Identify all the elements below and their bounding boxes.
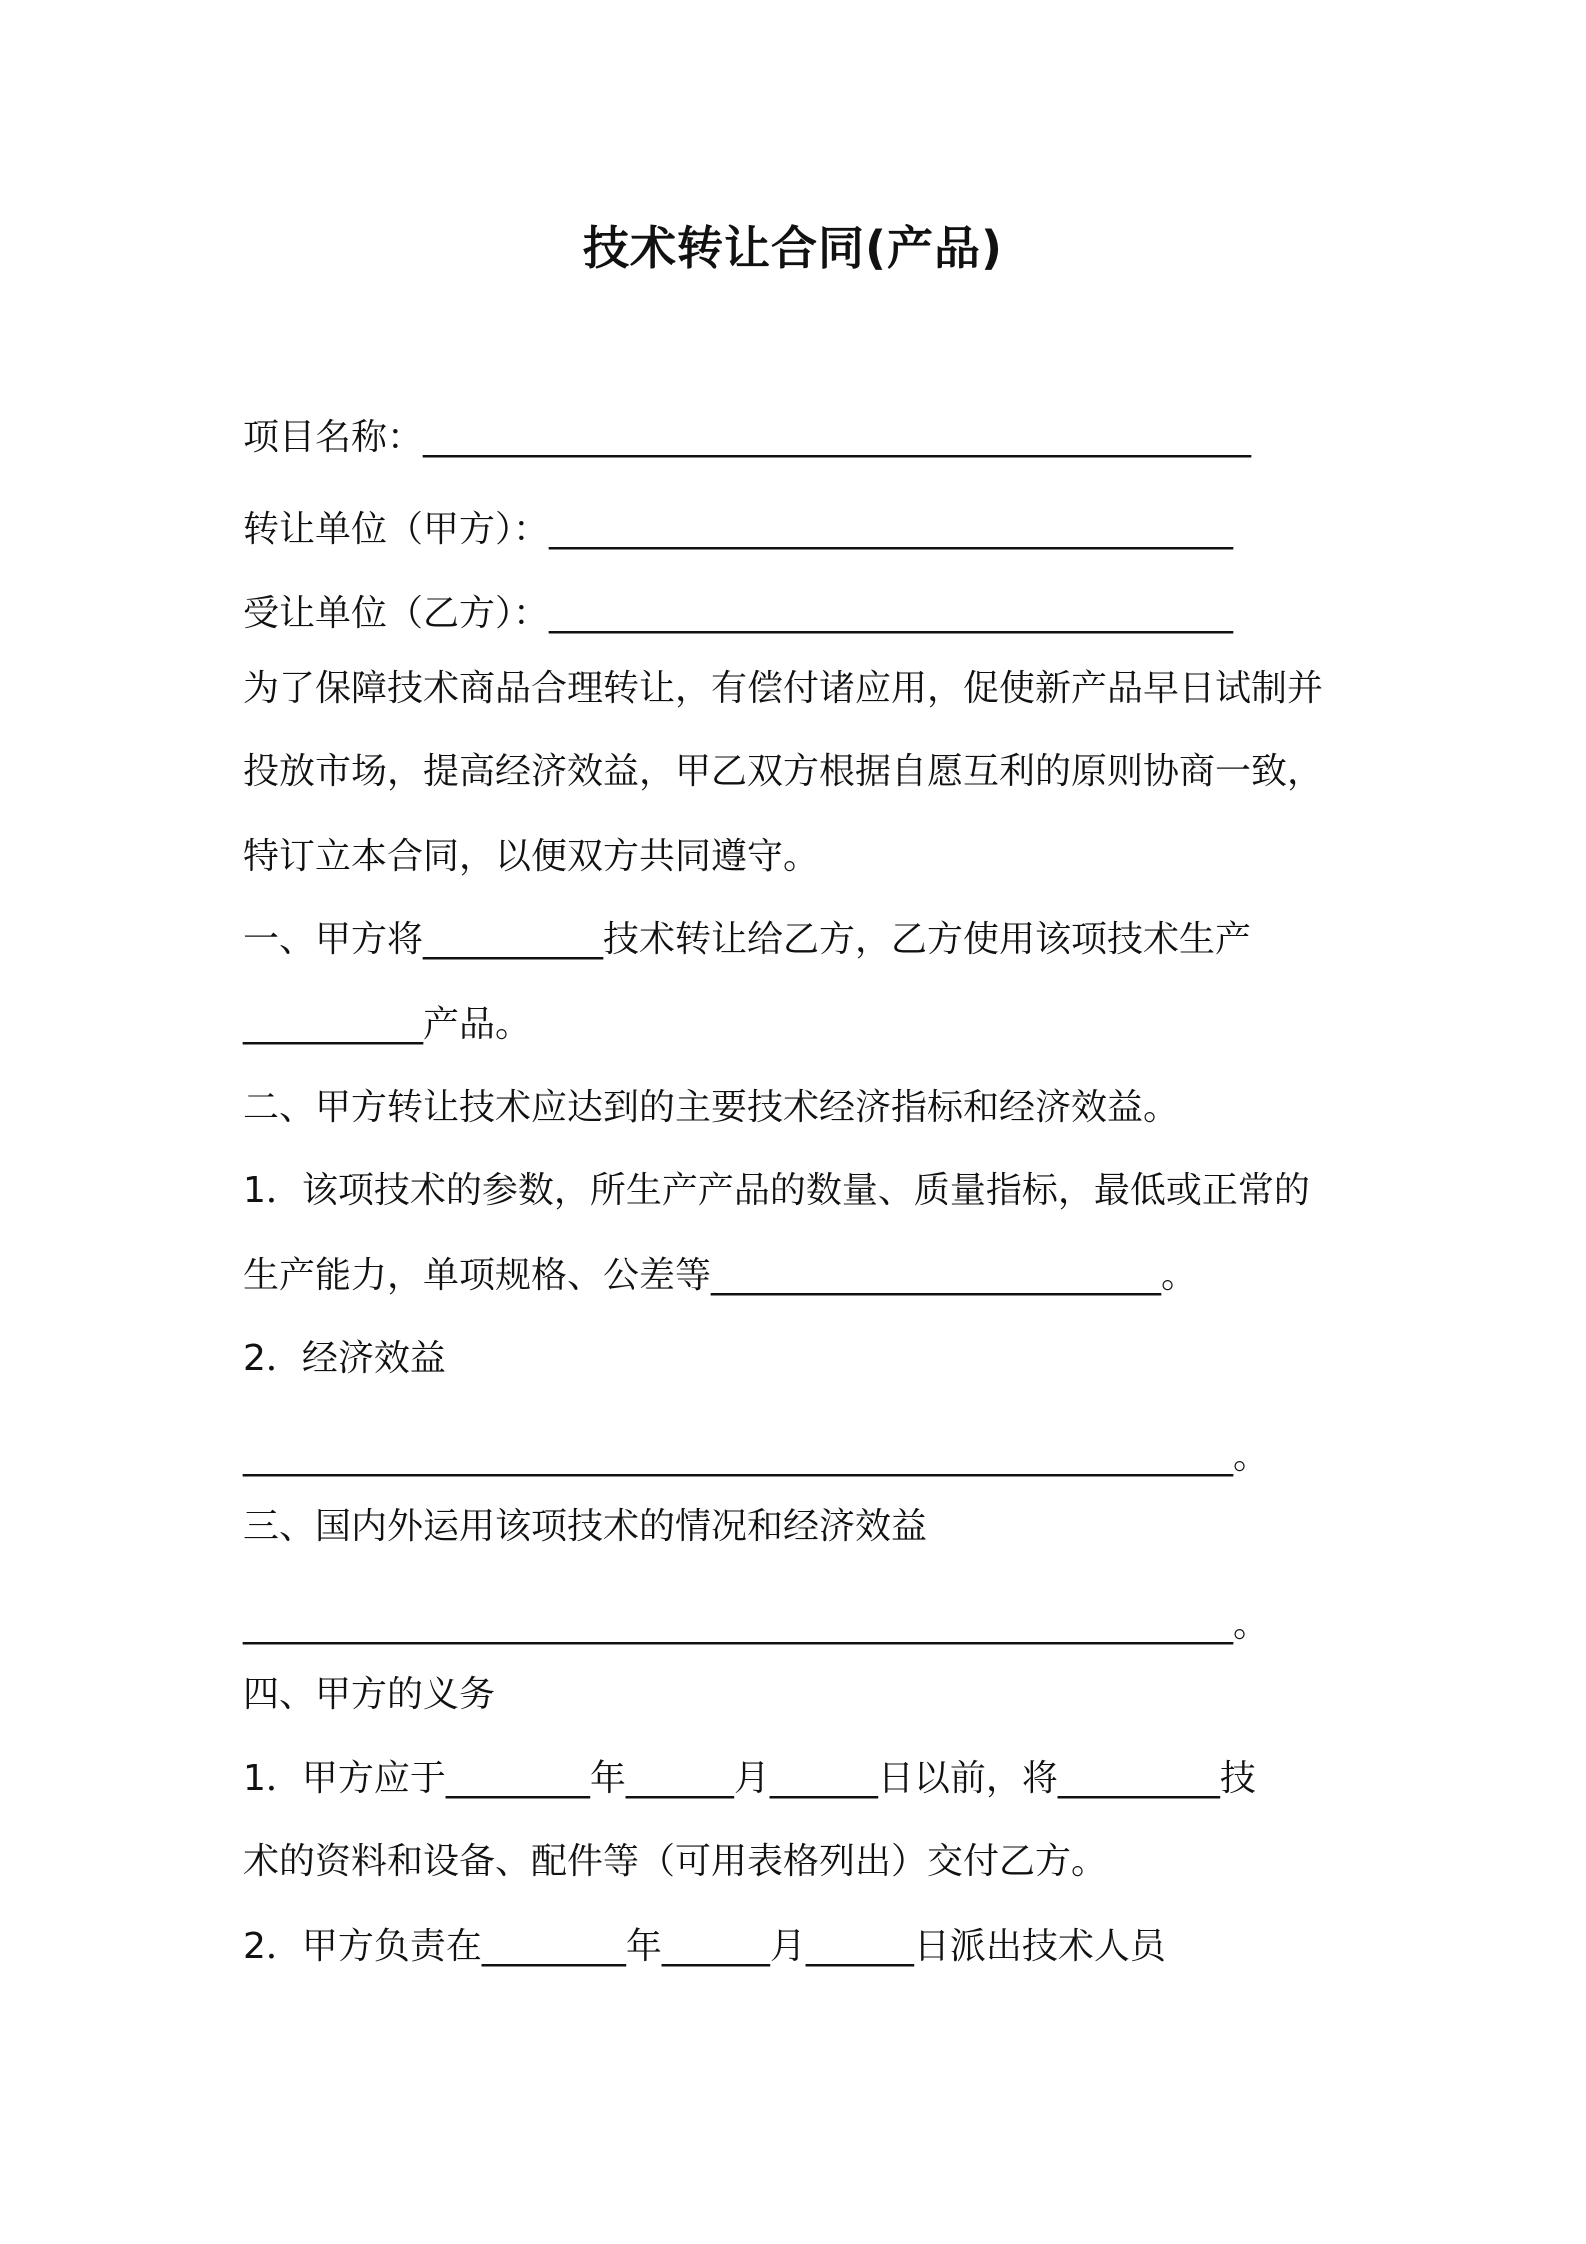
clause-4-heading: 四、甲方的义务: [243, 1674, 496, 1715]
project-name-line: 项目名称：______________________________________________: [243, 417, 1252, 458]
document-title: 技术转让合同(产品): [582, 221, 1004, 275]
preamble-line-3: 特订立本合同，以便双方共同遵守。: [243, 836, 820, 877]
clause-2-item-2: 2．经济效益: [243, 1338, 446, 1379]
clause-3-blank: _______________________________________________________。: [243, 1604, 1269, 1645]
clause-1-line-1: 一、甲方将__________技术转让给乙方，乙方使用该项技术生产: [243, 919, 1252, 960]
transferor-line: 转让单位（甲方）：______________________________________: [243, 509, 1234, 550]
clause-2-heading: 二、甲方转让技术应达到的主要技术经济指标和经济效益。: [243, 1087, 1180, 1128]
clause-4-item-1-line-2: 术的资料和设备、配件等（可用表格列出）交付乙方。: [243, 1841, 1108, 1882]
clause-2-item-1-line-2: 生产能力，单项规格、公差等_________________________。: [243, 1255, 1198, 1296]
preamble-line-2: 投放市场，提高经济效益，甲乙双方根据自愿互利的原则协商一致，: [243, 751, 1324, 792]
clause-3-heading: 三、国内外运用该项技术的情况和经济效益: [243, 1506, 928, 1547]
clause-1-line-2: __________产品。: [243, 1004, 532, 1045]
clause-4-item-2: 2．甲方负责在________年______月______日派出技术人员: [243, 1926, 1166, 1967]
clause-2-item-2-blank: _______________________________________________________。: [243, 1436, 1269, 1477]
preamble-line-1: 为了保障技术商品合理转让，有偿付诸应用，促使新产品早日试制并: [243, 668, 1324, 709]
clause-2-item-1-line-1: 1．该项技术的参数，所生产产品的数量、质量指标，最低或正常的: [243, 1170, 1310, 1211]
transferee-line: 受让单位（乙方）：______________________________________: [243, 593, 1234, 634]
clause-4-item-1-line-1: 1．甲方应于________年______月______日以前，将_________技: [243, 1758, 1256, 1799]
